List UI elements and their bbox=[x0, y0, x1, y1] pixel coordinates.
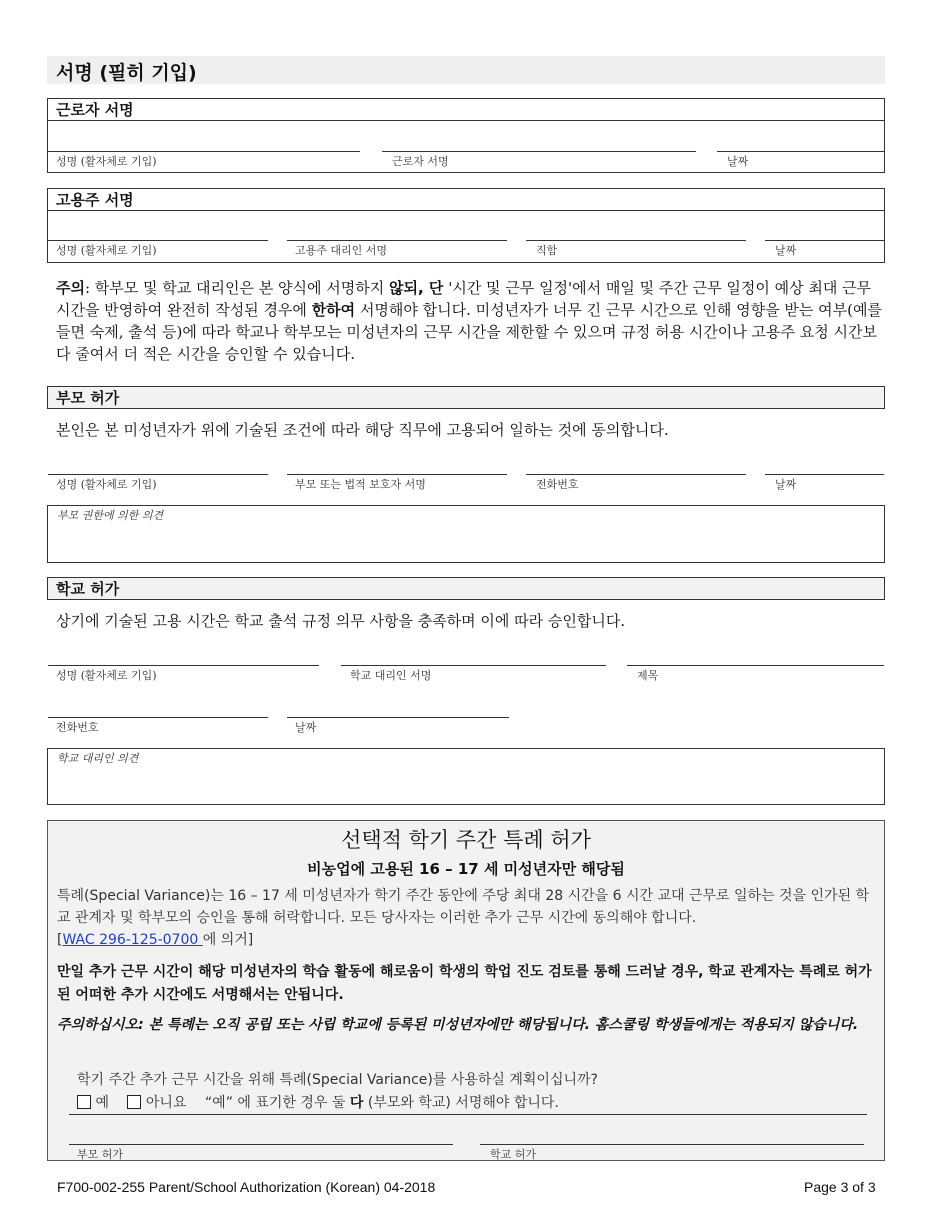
worker-signature-caption: 근로자 서명 bbox=[392, 155, 449, 168]
variance-question: 학기 주간 추가 근무 시간을 위해 특례(Special Variance)를 사용하실 계획이십니까? bbox=[77, 1072, 598, 1088]
variance-instruction-2: (부모와 학교) 서명해야 합니다. bbox=[363, 1095, 559, 1111]
worker-date-caption: 날짜 bbox=[727, 155, 749, 168]
parent-date-caption: 날짜 bbox=[775, 478, 797, 491]
parent-statement: 본인은 본 미성년자가 위에 기술된 조건에 따라 해당 직무에 고용되어 일하는 것에 동의합니다. bbox=[56, 421, 669, 439]
school-name-caption: 성명 (활자체로 기입) bbox=[56, 669, 157, 682]
notice-text-2: '시간 및 근무 일정'에서 매일 및 주간 근무 일정이 예상 최대 근무 시간을 반영하여 완전히 작성된 경우에 bbox=[56, 279, 872, 319]
parent-date-line[interactable] bbox=[765, 474, 884, 475]
variance-parent-caption: 부모 허가 bbox=[77, 1148, 124, 1161]
employer-date-caption: 날짜 bbox=[775, 244, 797, 257]
yes-label: 예 bbox=[95, 1095, 109, 1111]
notice-bold-1: 않되, 단 bbox=[389, 279, 444, 297]
school-date-line[interactable] bbox=[287, 717, 509, 718]
variance-link-prefix: [ bbox=[57, 932, 63, 948]
parent-name-caption: 성명 (활자체로 기입) bbox=[56, 478, 157, 491]
variance-instruction-bold: 다 bbox=[349, 1095, 364, 1111]
worker-signature-section bbox=[47, 98, 885, 173]
variance-body-text: 특례(Special Variance)는 16 – 17 세 미성년자가 학기 주간 동안에 주당 최대 28 시간을 6 시간 교대 근무로 일하는 것을 인가된 학교 관계자 및 학부모의 승인을 통해 허락합니다. 모든 당사자는 이러한 추가 근무 시간에 동의해야 합니다. bbox=[57, 888, 870, 926]
worker-signature-line[interactable] bbox=[382, 151, 696, 152]
school-date-caption: 날짜 bbox=[295, 721, 317, 734]
wac-link[interactable]: WAC 296-125-0700 bbox=[62, 932, 203, 948]
variance-school-line[interactable] bbox=[480, 1144, 864, 1145]
school-signature-caption: 학교 대리인 서명 bbox=[350, 669, 432, 682]
parent-comment-box[interactable] bbox=[47, 505, 885, 563]
school-permission-heading: 학교 허가 bbox=[47, 577, 885, 600]
variance-title: 선택적 학기 주간 특례 허가 bbox=[341, 828, 591, 852]
school-signature-line[interactable] bbox=[341, 665, 606, 666]
notice-paragraph bbox=[56, 277, 884, 365]
employer-agent-signature-line[interactable] bbox=[287, 240, 507, 241]
footer-page-number: Page 3 of 3 bbox=[804, 1179, 876, 1195]
employer-name-line[interactable] bbox=[48, 240, 268, 241]
school-title-line[interactable] bbox=[627, 665, 884, 666]
notice-text-1: : 학부모 및 학교 대리인은 본 양식에 서명하지 bbox=[84, 279, 390, 297]
variance-link-suffix: 에 의거] bbox=[202, 932, 254, 948]
no-label: 아니요 bbox=[145, 1095, 187, 1111]
employer-title-line[interactable] bbox=[526, 240, 746, 241]
employer-date-line[interactable] bbox=[765, 240, 884, 241]
variance-body bbox=[57, 885, 877, 951]
variance-parent-line[interactable] bbox=[69, 1144, 453, 1145]
parent-signature-line[interactable] bbox=[287, 474, 507, 475]
parent-name-line[interactable] bbox=[48, 474, 268, 475]
variance-divider bbox=[69, 1114, 867, 1115]
variance-instruction-1: “예” 에 표기한 경우 둘 bbox=[204, 1095, 350, 1111]
parent-comment-label: 부모 권한에 의한 의견 bbox=[57, 509, 164, 522]
employer-name-caption: 성명 (활자체로 기입) bbox=[56, 244, 157, 257]
notice-label: 주의 bbox=[56, 279, 85, 297]
worker-signature-heading: 근로자 서명 bbox=[48, 99, 884, 121]
school-phone-caption: 전화번호 bbox=[56, 721, 99, 734]
variance-subtitle: 비농업에 고용된 16 – 17 세 미성년자만 해당됨 bbox=[307, 860, 625, 878]
school-comment-label: 학교 대리인 의견 bbox=[57, 752, 139, 765]
parent-phone-line[interactable] bbox=[526, 474, 746, 475]
special-variance-section bbox=[47, 820, 885, 1161]
school-phone-line[interactable] bbox=[48, 717, 268, 718]
variance-answer-row bbox=[77, 1092, 559, 1112]
school-name-line[interactable] bbox=[48, 665, 319, 666]
employer-signature-heading: 고용주 서명 bbox=[48, 189, 884, 211]
page-title: 서명 (필히 기입) bbox=[47, 56, 885, 84]
worker-name-caption: 성명 (활자체로 기입) bbox=[56, 155, 157, 168]
parent-phone-caption: 전화번호 bbox=[536, 478, 579, 491]
school-title-caption: 제목 bbox=[637, 669, 659, 682]
notice-bold-2: 한하여 bbox=[311, 301, 356, 319]
worker-date-line[interactable] bbox=[717, 151, 884, 152]
footer-form-id: F700-002-255 Parent/School Authorization (Korean) 04-2018 bbox=[57, 1179, 436, 1195]
employer-agent-signature-caption: 고용주 대리인 서명 bbox=[295, 244, 388, 257]
parent-signature-caption: 부모 또는 법적 보호자 서명 bbox=[295, 478, 426, 491]
variance-caution: 주의하십시오: 본 특례는 오직 공립 또는 사립 학교에 등록된 미성년자에만 해당됩니다. 홈스쿨링 학생들에게는 적용되지 않습니다. bbox=[57, 1017, 859, 1033]
parent-permission-heading: 부모 허가 bbox=[47, 386, 885, 409]
yes-checkbox[interactable] bbox=[77, 1095, 91, 1109]
notice-text-3: 서명해야 합니다. 미성년자가 너무 긴 근무 시간으로 인해 영향을 받는 여부(예를 들면 숙제, 출석 등)에 따라 학교나 학부모는 미성년자의 근무 시간을 제한할 수 있으며 규정 허용 시간이나 고용주 요청 시간보다 줄여서 더 적은 시간을 승인할 수 있습니다. bbox=[56, 301, 882, 363]
variance-school-caption: 학교 허가 bbox=[490, 1148, 537, 1161]
worker-name-line[interactable] bbox=[48, 151, 360, 152]
school-statement: 상기에 기술된 고용 시간은 학교 출석 규정 의무 사항을 충족하며 이에 따라 승인합니다. bbox=[56, 612, 626, 630]
variance-warning: 만일 추가 근무 시간이 해당 미성년자의 학습 활동에 해로움이 학생의 학업 진도 검토를 통해 드러날 경우, 학교 관계자는 특례로 허가된 어떠한 추가 시간에도 서명해서는 안됩니다. bbox=[57, 964, 872, 1003]
school-comment-box[interactable] bbox=[47, 748, 885, 805]
no-checkbox[interactable] bbox=[127, 1095, 141, 1109]
employer-signature-section bbox=[47, 188, 885, 263]
employer-title-caption: 직함 bbox=[536, 244, 558, 257]
